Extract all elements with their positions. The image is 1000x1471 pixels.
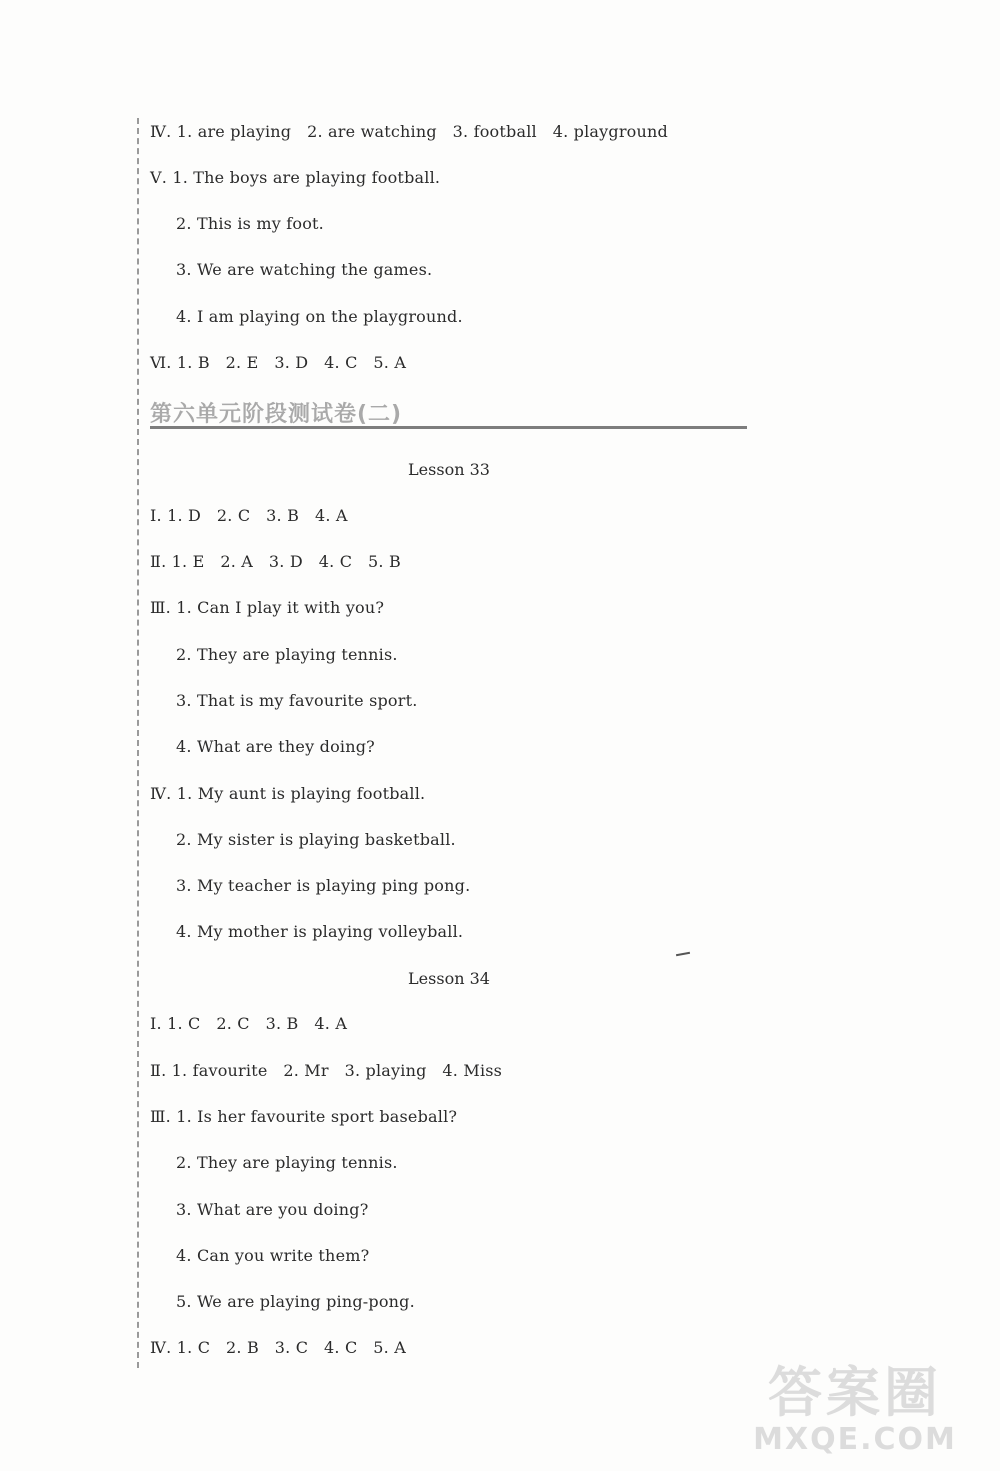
lesson-33-line: 3. That is my favourite sport.	[176, 691, 418, 710]
lesson-34-line: 4. Can you write them?	[176, 1246, 370, 1265]
section-title: 第六单元阶段测试卷(二)	[150, 402, 403, 427]
lesson-33-line: 3. My teacher is playing ping pong.	[176, 876, 471, 895]
lesson-34-heading: Lesson 34	[408, 969, 490, 988]
lesson-34-line: 3. What are you doing?	[176, 1200, 369, 1219]
lesson-34-line: Ⅳ. 1. C 2. B 3. C 4. C 5. A	[150, 1338, 406, 1357]
section-divider	[150, 426, 747, 429]
lesson-34-line: 5. We are playing ping-pong.	[176, 1292, 415, 1311]
binding-dashed-line	[137, 118, 139, 1368]
answer-line-v-4: 4. I am playing on the playground.	[176, 307, 463, 326]
lesson-33-heading: Lesson 33	[408, 460, 490, 479]
lesson-34-line: Ⅰ. 1. C 2. C 3. B 4. A	[150, 1014, 348, 1033]
lesson-33-line: 2. My sister is playing basketball.	[176, 830, 456, 849]
lesson-34-line: 2. They are playing tennis.	[176, 1153, 398, 1172]
lesson-33-line: 2. They are playing tennis.	[176, 645, 398, 664]
lesson-34-line: Ⅱ. 1. favourite 2. Mr 3. playing 4. Miss	[150, 1061, 503, 1080]
watermark	[730, 1361, 980, 1457]
lesson-33-line: 4. What are they doing?	[176, 737, 375, 756]
answer-line-v-3: 3. We are watching the games.	[176, 260, 433, 279]
lesson-33-line: 4. My mother is playing volleyball.	[176, 922, 464, 941]
stray-pen-mark	[676, 952, 690, 956]
lesson-33-line: Ⅱ. 1. E 2. A 3. D 4. C 5. B	[150, 552, 401, 571]
lesson-33-line: Ⅰ. 1. D 2. C 3. B 4. A	[150, 506, 348, 525]
lesson-33-line: Ⅲ. 1. Can I play it with you?	[150, 598, 385, 617]
lesson-34-line: Ⅲ. 1. Is her favourite sport baseball?	[150, 1107, 458, 1126]
answer-line-v-2: 2. This is my foot.	[176, 214, 324, 233]
answer-line-iv: Ⅳ. 1. are playing 2. are watching 3. football 4. playground	[150, 122, 668, 141]
watermark-logo-text: 答案圈	[768, 1361, 942, 1425]
watermark-domain: MXQE.COM	[753, 1422, 957, 1457]
answer-line-v-1: Ⅴ. 1. The boys are playing football.	[150, 168, 441, 187]
answer-line-vi: Ⅵ. 1. B 2. E 3. D 4. C 5. A	[150, 353, 407, 372]
lesson-33-line: Ⅳ. 1. My aunt is playing football.	[150, 784, 426, 803]
